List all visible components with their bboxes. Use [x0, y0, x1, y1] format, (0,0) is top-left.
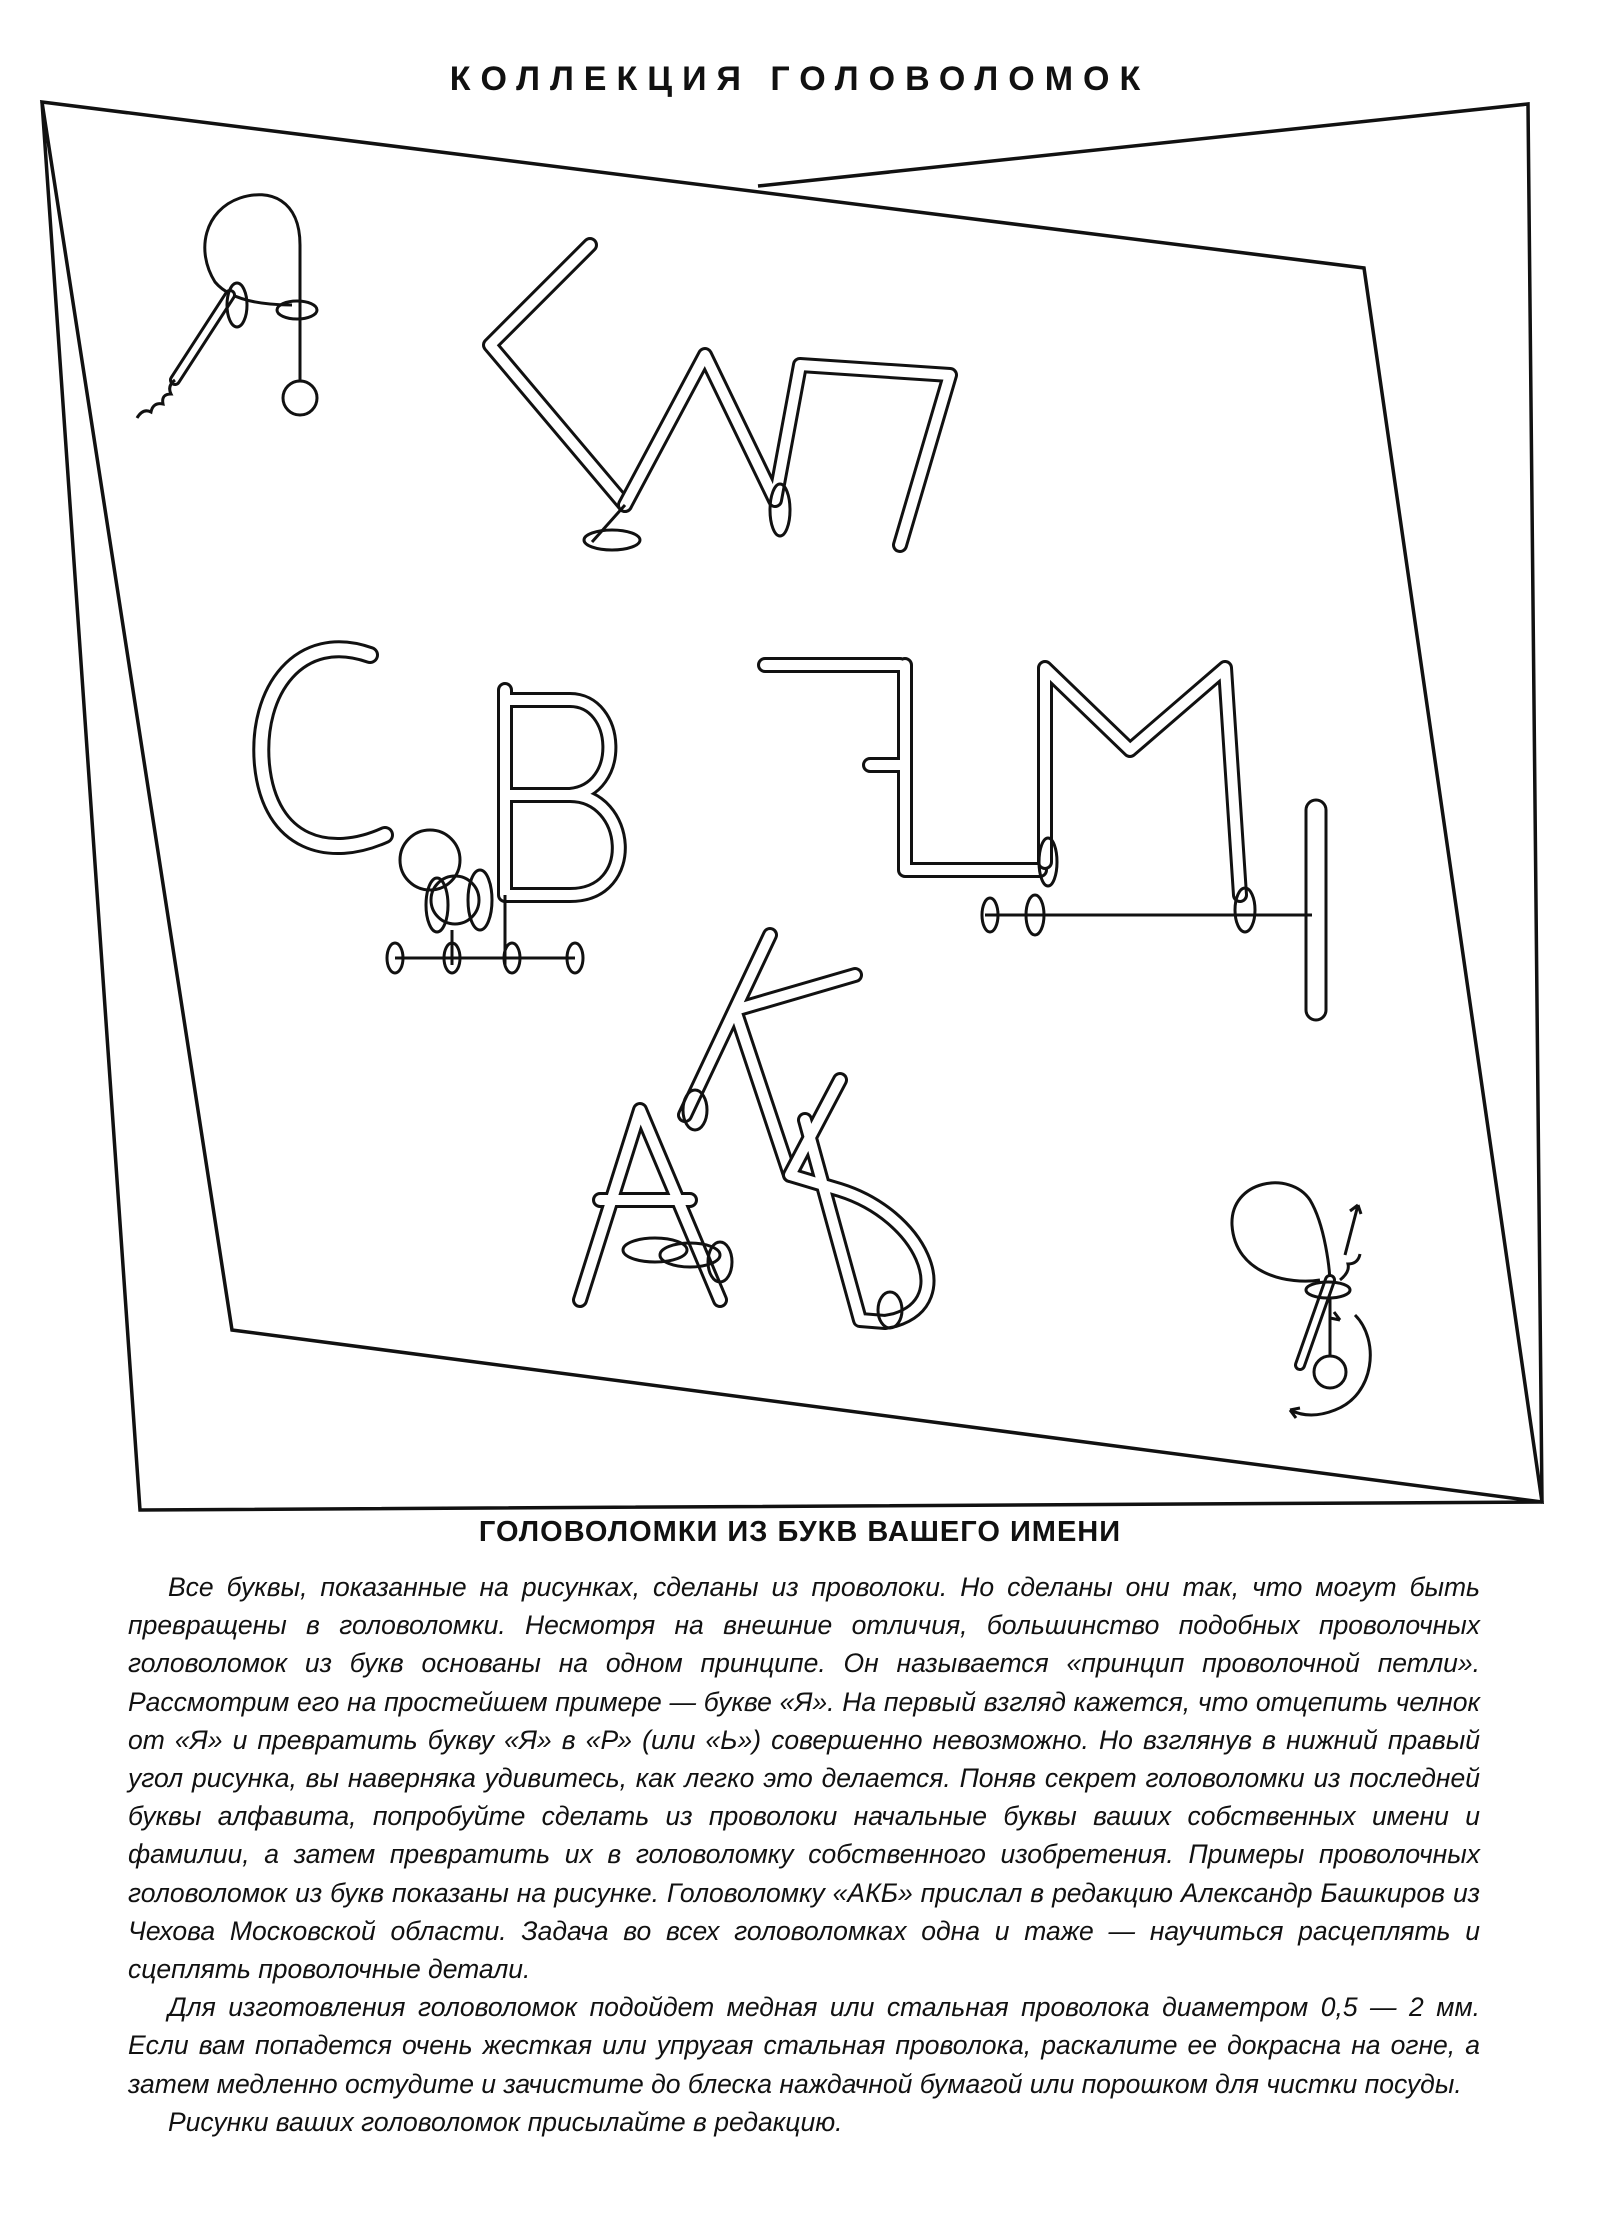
- article-paragraph: Рисунки ваших головоломок присылайте в редакцию.: [168, 2106, 843, 2137]
- article-paragraph: Для изготовления головоломок подойдет медная или стальная проволока диаметром 0,5 — 2 мм. Если вам попадется очень жесткая или упругая стальная проволока, раскалите ее докрасна на огне, а затем медленно остудите и зачистите до блеска наждачной бумагой или порошком для чистки посуды.: [128, 1992, 1480, 2099]
- puzzle-letters-a-k-b: [580, 935, 927, 1328]
- puzzle-letters-e-m: [765, 665, 1326, 1020]
- frame-back-right: [758, 104, 1542, 1502]
- article-paragraph: Все буквы, показанные на рисунках, сделаны из проволоки. Но сделаны они так, что могут быть превращены в головоломки. Несмотря на внешние отличия, большинство подобных проволочных головоломок из букв основаны на одном принципе. Он называется «принцип проволочной петли». Рассмотрим его на простейшем примере — букве «Я». На первый взгляд кажется, что отцепить челнок от «Я» и превратить букву «Я» в «Р» (или «Ь») совершенно невозможно. Но взглянув в нижний правый угол рисунка, вы наверняка удивитесь, как легко это делается. Поняв секрет головоломки из последней буквы алфавита, попробуйте сделать из проволоки начальные буквы ваших собственных имени и фамилии, а затем превратить их в головоломку собственного изобретения. Примеры проволочных головоломок из букв показаны на рисунке. Головоломку «АКБ» прислал в редакцию Александр Башкиров из Чехова Московской области. Задача во всех головоломках одна и таже — научиться расцеплять и сцеплять проволочные детали.: [128, 1572, 1480, 1985]
- puzzle-letters-s-v: [261, 649, 619, 973]
- puzzle-letters-yu-p: [490, 245, 950, 550]
- puzzle-letter-ya: [137, 195, 317, 418]
- article-title: ГОЛОВОЛОМКИ ИЗ БУКВ ВАШЕГО ИМЕНИ: [478, 1516, 1122, 1548]
- article-body: [128, 1568, 1480, 2141]
- puzzle-letter-r-solved: [1232, 1183, 1370, 1418]
- page-header-title: КОЛЛЕКЦИЯ ГОЛОВОЛОМОК: [449, 60, 1151, 98]
